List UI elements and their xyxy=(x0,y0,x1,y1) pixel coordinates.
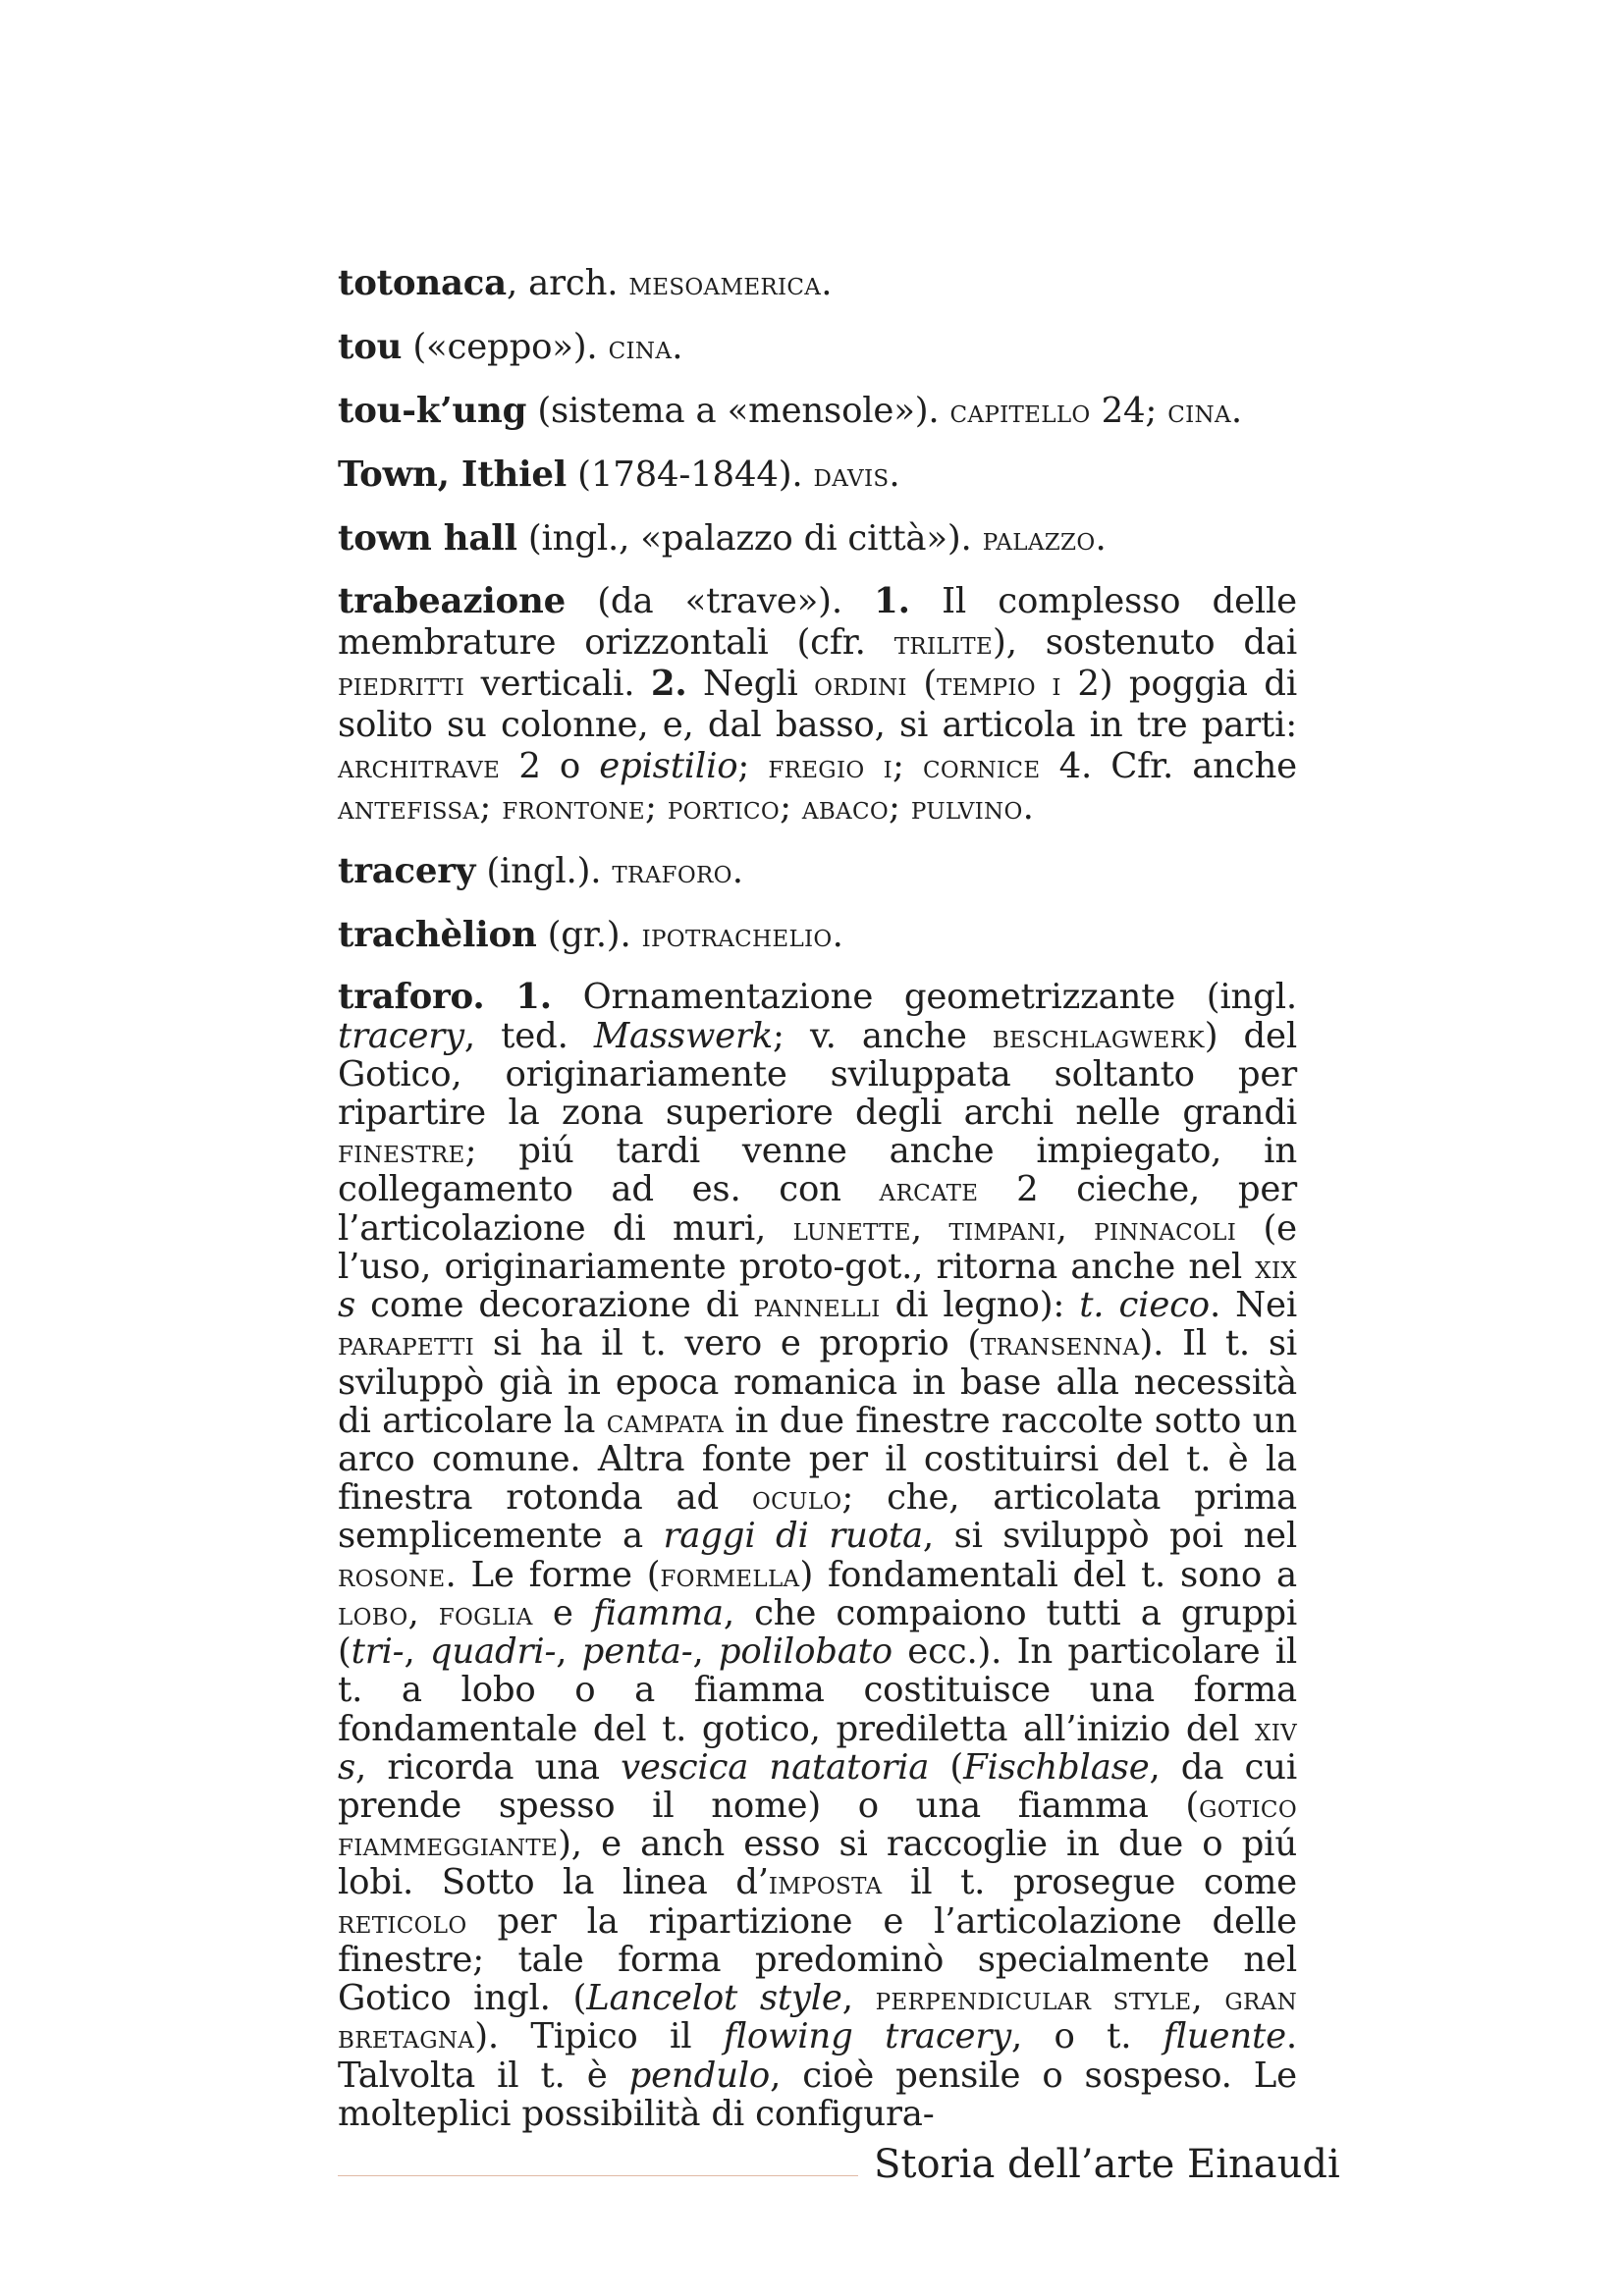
italic-term: pendulo xyxy=(628,2055,771,2096)
entry-text: ; xyxy=(479,786,503,828)
entry-text: , ted. xyxy=(463,1015,594,1056)
entry-text: ( xyxy=(929,1746,964,1788)
entry-text: ) fondamentali del t. sono a xyxy=(799,1554,1297,1595)
dictionary-column xyxy=(338,263,1297,2156)
cross-reference: timpani xyxy=(948,1208,1056,1248)
sense-number: 1. xyxy=(874,581,910,622)
cross-reference: lunette xyxy=(792,1208,911,1248)
entry-tou-kung xyxy=(338,391,1297,432)
italic-term: polilobato xyxy=(718,1631,893,1673)
entry-text: , si sviluppò poi nel xyxy=(922,1516,1297,1557)
entry-text: come decorazione di xyxy=(355,1285,754,1326)
entry-text: . xyxy=(1095,517,1107,559)
entry-text: . xyxy=(731,850,743,891)
entry-text: 24; xyxy=(1090,390,1168,431)
cross-reference: ordini xyxy=(814,665,907,704)
entry-text: , xyxy=(841,1978,876,2019)
entry-text: , da cui prende spesso il nome) o una fiamma ( xyxy=(338,1746,1297,1826)
entry-text: ; xyxy=(893,745,923,786)
entry-text: e xyxy=(532,1592,593,1633)
entry-text: , xyxy=(1055,1207,1095,1249)
entry-text: ; xyxy=(889,786,911,828)
entry-text: 2) poggia di solito su colonne, e, dal basso, si articola in tre parti: xyxy=(338,664,1297,745)
cross-reference: cina xyxy=(1167,391,1231,430)
entry-text: per la ripartizione e l’articolazione delle finestre; tale forma predominò specialmente nel Gotico ingl. ( xyxy=(338,1900,1297,2019)
cross-reference: parapetti xyxy=(338,1324,475,1363)
entry-headword: tou xyxy=(338,326,403,367)
cross-reference: lobo xyxy=(338,1593,408,1632)
entry-totonaca xyxy=(338,263,1297,304)
entry-headword: Town, Ithiel xyxy=(338,454,568,495)
cross-reference: pulvino xyxy=(910,787,1023,827)
entry-headword: tou-k’ung xyxy=(338,390,527,431)
cross-reference: rosone xyxy=(338,1555,446,1594)
cross-reference: portico xyxy=(667,787,781,827)
cross-reference: pannelli xyxy=(753,1286,881,1325)
entry-text: ; v. anche xyxy=(773,1015,993,1056)
sense-number: 2. xyxy=(650,664,687,705)
italic-term: epistilio xyxy=(599,745,738,786)
entry-text: (ingl., «palazzo di città»). xyxy=(516,517,983,559)
italic-term: tracery xyxy=(338,1015,464,1056)
cross-reference: traforo xyxy=(612,851,732,890)
italic-term: Lancelot style xyxy=(586,1978,842,2019)
entry-headword: tracery xyxy=(338,850,476,891)
cross-reference: transenna xyxy=(981,1324,1140,1363)
entry-text: («ceppo»). xyxy=(402,326,609,367)
entry-text: 2 o xyxy=(500,745,600,786)
entry-text: ), e anch esso si raccoglie in due o piú lobi. Sotto la linea d’ xyxy=(338,1824,1297,1903)
italic-term: raggi di ruota xyxy=(663,1516,923,1557)
entry-text: . xyxy=(821,263,833,303)
italic-term: s xyxy=(338,1285,356,1326)
entry-text: , xyxy=(404,1631,430,1673)
cross-reference: xiv xyxy=(1255,1709,1297,1748)
cross-reference: arcate xyxy=(879,1170,979,1209)
entry-text: , o t. xyxy=(1011,2016,1163,2057)
entry-text: , cioè pensile o sospeso. Le molteplici possibilità di configura- xyxy=(338,2055,1297,2134)
italic-term: vescica natatoria xyxy=(621,1746,930,1788)
entry-tou xyxy=(338,327,1297,368)
cross-reference: capitello xyxy=(949,391,1091,430)
cross-reference: finestre xyxy=(338,1132,465,1171)
entry-text: , xyxy=(692,1631,719,1673)
entry-text: (da «trave»). xyxy=(566,581,875,622)
entry-text: . xyxy=(672,326,683,367)
entry-text: , ricorda una xyxy=(355,1746,622,1788)
italic-term: tri- xyxy=(351,1631,405,1673)
footer-publisher: Storia dell’arte Einaudi xyxy=(874,2142,1340,2187)
entry-text: , arch. xyxy=(506,263,629,303)
entry-headword: town hall xyxy=(338,517,517,559)
entry-trabeazione xyxy=(338,581,1297,828)
entry-text: 2 cieche, per l’articolazione di muri, xyxy=(338,1169,1297,1249)
entry-text: ), sostenuto dai xyxy=(993,622,1297,664)
entry-text: ; che, articolata prima semplicemente a xyxy=(338,1477,1297,1557)
cross-reference: mesoamerica xyxy=(628,264,822,302)
entry-text: , xyxy=(1191,1978,1225,2019)
entry-text: ; xyxy=(644,786,668,828)
cross-reference: imposta xyxy=(768,1863,883,1902)
cross-reference: frontone xyxy=(502,787,645,827)
entry-town-ithiel xyxy=(338,454,1297,496)
entry-headword: trabeazione xyxy=(338,581,567,622)
cross-reference: i xyxy=(883,746,893,785)
entry-traforo xyxy=(338,978,1297,2133)
cross-reference: gotico fiammeggiante xyxy=(338,1786,1297,1864)
italic-term: t. cieco xyxy=(1079,1285,1210,1326)
entry-text: ecc.). In particolare il t. a lobo o a fiamma costituisce una forma fondamentale del t. gotico, prediletta all’inizio del xyxy=(338,1631,1298,1749)
footer-rule xyxy=(338,2175,858,2176)
entry-text: . xyxy=(889,454,900,495)
cross-reference: fregio xyxy=(768,746,865,785)
italic-term: penta- xyxy=(581,1631,693,1673)
cross-reference: i xyxy=(1052,665,1061,704)
cross-reference: foglia xyxy=(438,1593,533,1632)
entry-text xyxy=(865,746,884,786)
italic-term: flowing tracery xyxy=(723,2016,1011,2057)
entry-text: ). Tipico il xyxy=(474,2016,724,2057)
entry-headword: trachèlion xyxy=(338,914,537,955)
cross-reference: gran bretagna xyxy=(338,1979,1298,2056)
entry-text: ) del Gotico, originariamente sviluppata soltanto per ripartire la zona superiore degli archi nelle grandi xyxy=(338,1015,1297,1134)
entry-text: . Le forme ( xyxy=(445,1554,661,1595)
entry-text: ( xyxy=(906,664,937,705)
sense-number: 1. xyxy=(515,977,552,1018)
entry-text: , xyxy=(910,1207,949,1249)
entry-text: in due finestre raccolte sotto un arco comune. Altra fonte per il costituirsi del t. è la finestra rotonda ad xyxy=(338,1400,1297,1519)
entry-text: , che compaiono tutti a gruppi ( xyxy=(338,1592,1297,1673)
entry-text: (sistema a «mensole»). xyxy=(526,390,950,431)
entry-text xyxy=(485,977,516,1017)
cross-reference: abaco xyxy=(801,787,889,827)
cross-reference: antefissa xyxy=(338,787,480,827)
entry-text: , xyxy=(407,1592,439,1633)
entry-text: ; piú tardi venne anche impiegato, in collegamento ad es. con xyxy=(338,1131,1297,1210)
entry-text: . Nei xyxy=(1209,1285,1297,1326)
entry-text: (gr.). xyxy=(536,914,642,955)
italic-term: s xyxy=(338,1746,356,1788)
italic-term: Masswerk xyxy=(593,1015,774,1056)
cross-reference: piedritti xyxy=(338,665,465,704)
cross-reference: formella xyxy=(660,1555,800,1594)
entry-text: (1784-1844). xyxy=(567,454,814,495)
cross-reference: beschlagwerk xyxy=(992,1016,1205,1055)
cross-reference: perpendicular style xyxy=(875,1979,1192,2018)
cross-reference: architrave xyxy=(338,746,501,785)
entry-text: (e l’uso, originariamente proto-got., ritorna anche nel xyxy=(338,1207,1297,1287)
cross-reference: tempio xyxy=(936,665,1036,704)
entry-tracery xyxy=(338,851,1297,892)
entry-text: . xyxy=(1230,390,1242,431)
entry-text: ). Il t. si sviluppò già in epoca romanica in base alla necessità di articolare la xyxy=(338,1323,1297,1441)
entry-text: 4. Cfr. anche xyxy=(1040,745,1297,786)
entry-text: , xyxy=(556,1631,582,1673)
entry-town-hall xyxy=(338,518,1297,560)
cross-reference: davis xyxy=(813,454,890,494)
entry-headword: traforo. xyxy=(338,977,485,1018)
entry-text: si ha il t. vero e proprio ( xyxy=(474,1323,982,1364)
cross-reference: xix xyxy=(1255,1247,1297,1286)
entry-text: ; xyxy=(737,745,769,786)
entry-text: Negli xyxy=(686,664,815,705)
entry-text: . Talvolta il t. è xyxy=(338,2016,1297,2096)
cross-reference: cornice xyxy=(922,746,1041,785)
entry-text: il t. prosegue come xyxy=(882,1862,1297,1903)
entry-text: (ingl.). xyxy=(475,850,613,891)
cross-reference: ipotrachelio xyxy=(641,915,833,954)
cross-reference: campata xyxy=(606,1401,724,1440)
cross-reference: pinnacoli xyxy=(1094,1208,1237,1248)
entry-text: di legno): xyxy=(880,1285,1080,1326)
italic-term: fiamma xyxy=(592,1592,724,1633)
entry-text: ; xyxy=(780,786,802,828)
cross-reference: cina xyxy=(608,327,673,366)
entry-text: verticali. xyxy=(464,664,651,705)
italic-term: Fischblase xyxy=(963,1746,1150,1788)
entry-text: . xyxy=(832,914,843,955)
cross-reference: palazzo xyxy=(982,518,1096,558)
entry-text xyxy=(1036,664,1053,704)
entry-headword: totonaca xyxy=(338,263,507,303)
italic-term: quadri- xyxy=(429,1631,557,1673)
entry-text: Ornamentazione geometrizzante (ingl. xyxy=(551,977,1297,1018)
cross-reference: trilite xyxy=(893,623,994,663)
cross-reference: oculo xyxy=(751,1478,842,1518)
cross-reference: reticolo xyxy=(338,1901,467,1941)
italic-term: fluente xyxy=(1163,2016,1286,2057)
entry-text: Il complesso delle membrature orizzontali (cfr. xyxy=(338,581,1297,664)
entry-trachelion xyxy=(338,915,1297,956)
entry-text: . xyxy=(1022,786,1034,828)
